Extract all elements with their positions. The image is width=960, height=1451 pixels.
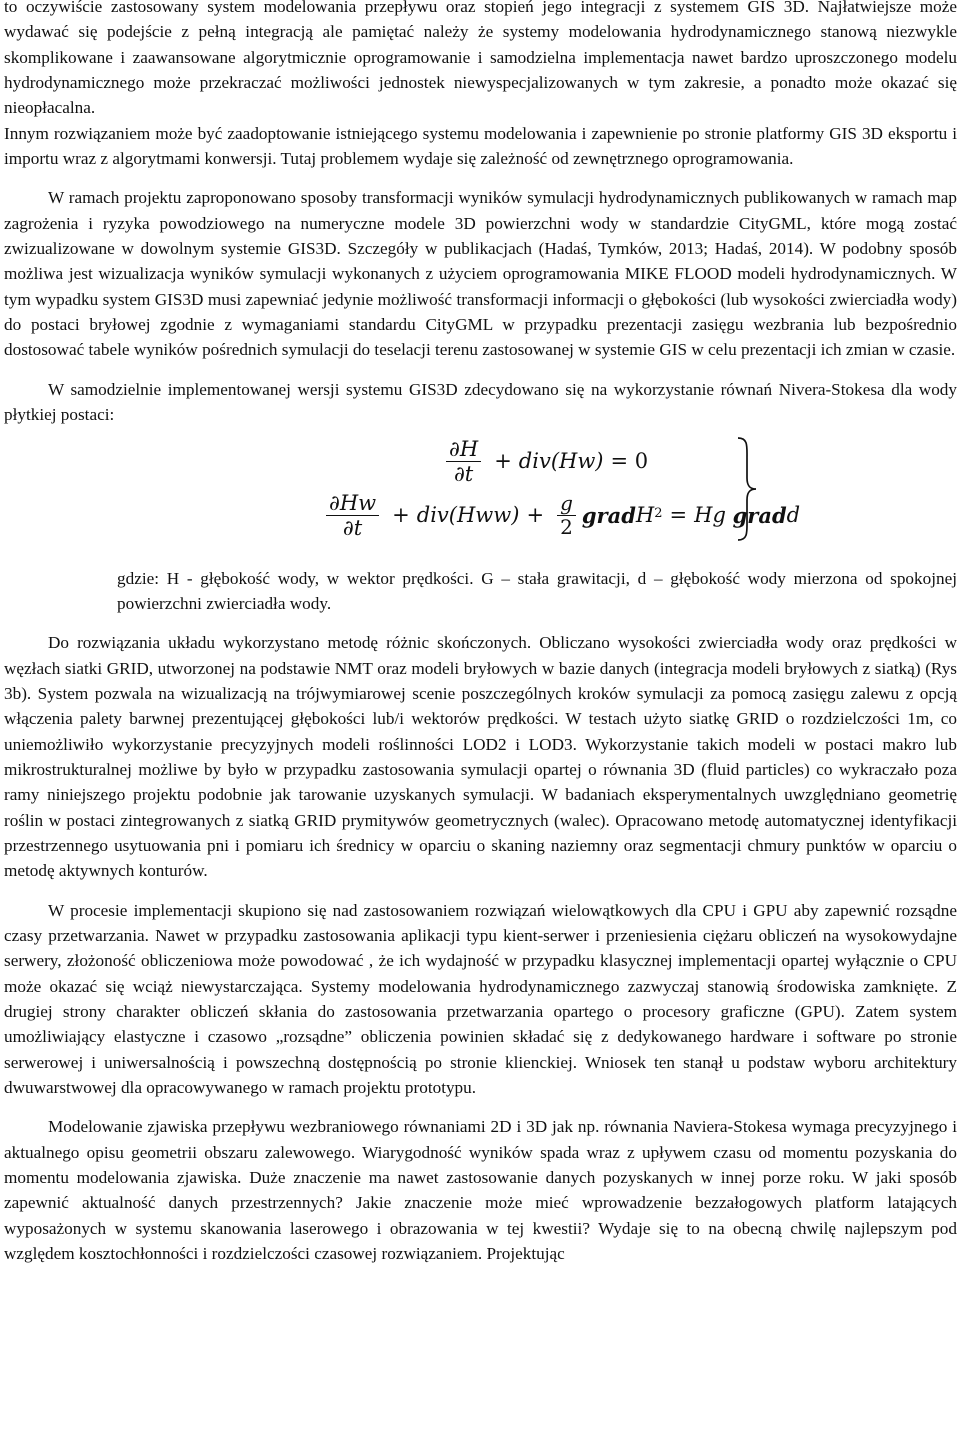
eq1-plus: + — [494, 449, 512, 474]
equation-continuity — [440, 438, 655, 485]
paragraph-transformation: W ramach projektu zaproponowano sposoby transformacji wyników symulacji hydrodynamicznych publikowanych w ramach map zagrożenia i ryzyka powodziowego na numeryczne modele 3D powierzchni wody w standardzie CityGML, które mogą zostać zwizualizowane w dowolnym systemie GIS3D. Szczegóły w publikacjach (Hadaś, Tymków, 2013; Hadaś, 2014). W podobny sposób możliwa jest wizualizacja wyników symulacji wykonanych z użyciem oprogramowania MIKE FLOOD modeli hydrodynamicznych. W tym wypadku system GIS3D musi zapewniać jedynie możliwość transformacji informacji o głębokości (lub wysokości zwierciadła wody) do postaci bryłowej zgodnie z wymaganiami standardu CityGML w przypadku prezentacji zasięgu wezbrania lub bezpośrednio dostosować tabele wyników pośrednich symulacji do teselacji terenu zastosowanej w systemie GIS w celu prezentacji ich zmian w czasie. — [4, 188, 957, 360]
eq1-equals: = 0 — [610, 449, 649, 474]
eq2-grad-operator-2: grad — [732, 502, 787, 528]
right-brace-icon — [736, 436, 758, 542]
paragraph-modelling: Modelowanie zjawiska przepływu wezbraniowego równaniami 2D i 3D jak np. równania Naviera-Stokesa wymaga precyzyjnego i aktualnego opisu geometrii obszaru zalewowego. Wiarygodność wyników spada wraz z upływem czasu od momentu pozyskania do momentu modelowania zjawiska. Duże znaczenie ma nawet zastosowanie danych pozyskanych w innej porze roku. W jaki sposób zapewnić aktualność danych przestrzennych? Jakie znaczenie może mieć wprowadzenie bezzałogowych platform latających wyposażonych w systemu skanowania laserowego i obrazowania w tej kwestii? Wydaje się to na obecną chwilę najlepszym pod względem kosztochłonności i rozdzielczości czasowej rozwiązaniem. Projektując — [4, 1117, 957, 1264]
eq2-Hg: Hg — [694, 503, 726, 528]
eq2-g-numerator: g — [557, 493, 576, 516]
document-page — [4, 0, 957, 1266]
paragraph-intro: to oczywiście zastosowany system modelowania przepływu oraz stopień jego integracji z systemem GIS 3D. Najłatwiejsze może wydawać się podejście z pełną integracją ale pamiętać należy że systemy modelowania hydrodynamicznego stanową niezwykle skomplikowane i zaawansowane algorytmicznie oprogramowanie i samodzielna implementacja nawet bardzo uproszczonego modelu hydrodynamicznego może przekraczać możliwości jednostek niewyspecjalizowanych w tym zakresie, a ponadto może okazać się nieopłacalna. — [4, 0, 957, 118]
eq2-superscript: 2 — [654, 505, 663, 521]
paragraph-equations-intro: W samodzielnie implementowanej wersji systemu GIS3D zdecydowano się na wykorzystanie równań Nivera-Stokesa dla wody płytkiej postaci: — [4, 379, 957, 425]
eq2-plus-1: + — [392, 503, 410, 528]
paragraph-where-definitions: gdzie: H - głębokość wody, w wektor prędkości. G – stała grawitacji, d – głębokość wody mierzona od spokojnej powierzchni zwierciadła wody. — [117, 568, 957, 613]
eq1-denominator: ∂t — [453, 461, 474, 486]
eq1-numerator: ∂H — [446, 438, 481, 462]
eq2-numerator: ∂Hw — [326, 492, 379, 516]
shallow-water-equations — [4, 432, 957, 566]
eq2-plus-2: + — [526, 503, 545, 528]
paragraph-intro-continued: Innym rozwiązaniem może być zaadoptowanie istniejącego systemu modelowania i zapewnienie po stronie platformy GIS 3D eksportu i importu wraz z algorytmami konwersji. Tutaj problemem wydaje się zależność od zewnętrznego oprogramowania. — [4, 123, 957, 169]
eq2-H: H — [635, 503, 655, 528]
eq1-divergence: div(Hw) — [518, 449, 604, 474]
eq2-grad-operator: grad — [581, 502, 636, 528]
paragraph-implementation: W procesie implementacji skupiono się nad zastosowaniem rozwiązań wielowątkowych dla CPU i GPU aby zapewnić rozsądne czasy przetwarzania. Nawet w przypadku zastosowania aplikacji typu kient-serwer i przeniesienia ciężaru obliczeń na wysokowydajne serwery, złożoność obliczeniowa może powodować , że ich wydajność w przypadku klasycznej implementacji opartej wyłącznie o CPU może okazać się wciąż niewystarczająca. Systemy modelowania hydrodynamicznego zazwyczaj stanowią środowiska zamknięte. Z drugiej strony charakter obliczeń skłania do zastosowania przetwarzania opartego o procesory graficzne (GPU). Zatem system umożliwiający elastyczne i czasowo „rozsądne” obliczenia powinien składać się z dedykowanego hardware i software po stronie serwerowej i uniwersalnością i powszechną dostępnością po stronie klienckiej. Wniosek ten stanął u podstaw wyboru architektury dwuwarstwowej dla opracowywanego w ramach projektu prototypu. — [4, 900, 957, 1098]
equation-momentum — [320, 492, 800, 539]
paragraph-finite-differences: Do rozwiązania układu wykorzystano metodę różnic skończonych. Obliczano wysokości zwierciadła wody oraz prędkości w węzłach siatki GRID, utworzonej na podstawie NMT oraz modeli bryłowych w bazie danych (integracja modeli bryłowych z siatką) (Rys 3b). System pozwala na wizualizacją na trójwymiarowej scenie poszczególnych kroków symulacji za pomocą zasięgu zalewu z opcją włączenia palety barwnej prezentującej głębokości lub/i wektorów prędkości. W testach użyto siatkę GRID o rozdzielczości 1m, co uniemożliwiło wykorzystanie precyzyjnych modeli roślinności LOD2 i LOD3. Wykorzystanie takich modeli w postaci makro lub mikrostrukturalnej możliwe by było w przypadku zastosowania symulacji opartej o równania 3D (fluid particles) co wykraczało poza ramy niniejszego projektu podobnie jak tarowanie uzyskanych symulacji. W badaniach eksperymentalnych uwzględniano geometrię roślin w postaci zintegrowanych z siatką GRID prymitywów geometrycznych (walec). Opracowano metodę automatycznej identyfikacji przestrzennego usytuowania pni i pomiaru ich średnicy w oparciu o skaning naziemny oraz segmentacji chmury punktów w oparciu o metodę aktywnych konturów. — [4, 633, 957, 881]
eq2-g-denominator: 2 — [560, 514, 573, 539]
eq2-denominator: ∂t — [342, 515, 363, 540]
eq2-d: d — [786, 503, 801, 528]
eq2-divergence: div(Hww) — [416, 503, 520, 528]
eq2-equals: = — [669, 503, 688, 528]
